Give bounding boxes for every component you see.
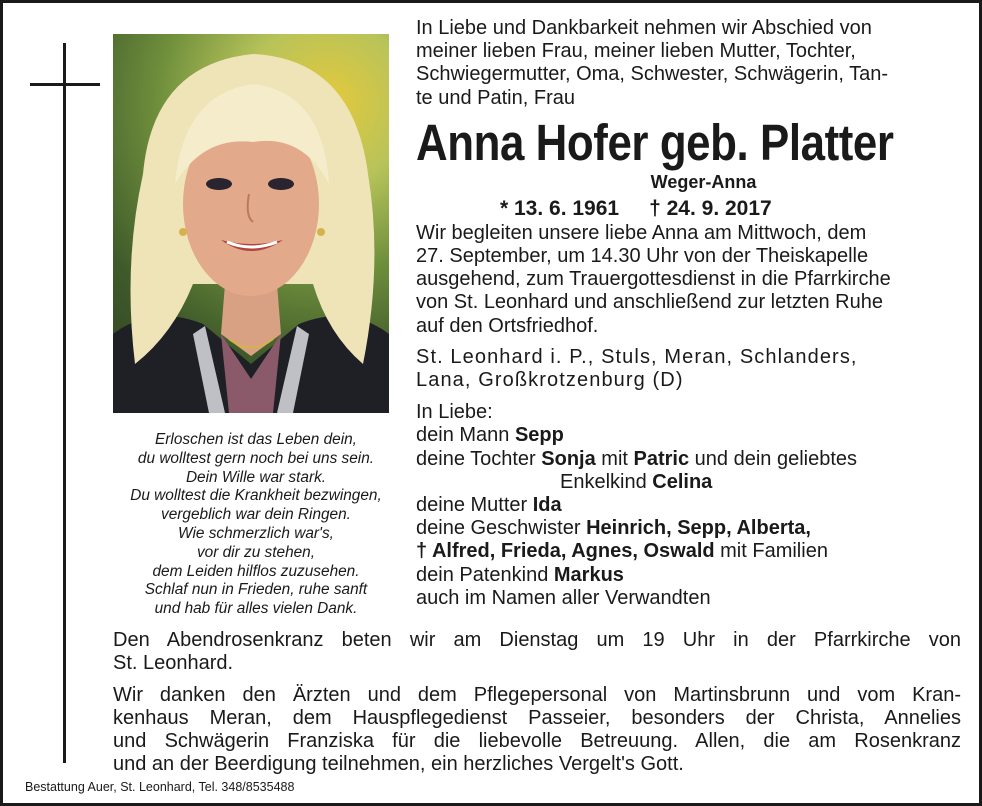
mourner-relation: deine Geschwister	[416, 517, 587, 540]
mourners-list	[416, 401, 961, 610]
thanks-line: kenhaus Meran, dem Hauspflegedienst Passeier, besonders der Christa, Annelies	[113, 707, 961, 729]
thanks-line: Wir danken den Ärzten und dem Pflegepersonal von Martinsbrunn und vom Kran-	[113, 684, 961, 706]
funeral-line: ausgehend, zum Trauergottesdienst in die Pfarrkirche	[416, 268, 891, 291]
thanks-line: und Schwägerin Franziska für die liebevolle Betreuung. Allen, die am Rosenkranz	[113, 730, 961, 752]
places-line: St. Leonhard i. P., Stuls, Meran, Schlanders,	[416, 345, 858, 368]
mourner-connector: mit	[595, 447, 634, 470]
funeral-line: von St. Leonhard und anschließend zur letzten Ruhe	[416, 291, 883, 314]
funeral-line: Wir begleiten unsere liebe Anna am Mittwoch, dem	[416, 221, 867, 244]
poem-line: du wolltest gern noch bei uns sein.	[137, 449, 375, 467]
cross-symbol-horizontal	[30, 83, 100, 86]
notice-footer-text	[113, 629, 961, 785]
mourner-siblings	[416, 517, 961, 540]
mourner-name: Patric	[633, 447, 690, 470]
intro-line: Schwiegermutter, Oma, Schwester, Schwägerin, Tan-	[416, 63, 889, 86]
deceased-nickname: Weger-Anna	[650, 171, 757, 192]
poem	[113, 431, 399, 619]
mourner-relatives: auch im Namen aller Verwandten	[416, 586, 711, 609]
mourner-relation: dein Patenkind	[416, 563, 554, 586]
funeral-line: 27. September, um 14.30 Uhr von der Theiskapelle	[416, 245, 869, 268]
rosary-text	[113, 629, 961, 675]
intro-line: In Liebe und Dankbarkeit nehmen wir Abschied von	[416, 17, 872, 39]
places-line: Lana, Großkrotzenburg (D)	[416, 369, 684, 392]
mourner-relation: deine Mutter	[416, 494, 533, 517]
mourner-name: Heinrich, Sepp, Alberta,	[586, 517, 811, 540]
places-list	[416, 346, 961, 392]
mourner-godchild	[416, 564, 961, 587]
rosary-line: Den Abendrosenkranz beten wir am Dienstag um 19 Uhr in der Pfarrkirche von	[113, 629, 961, 651]
poem-line: Wie schmerzlich war's,	[178, 524, 334, 542]
funeral-text	[416, 222, 961, 338]
mourner-name: Ida	[532, 494, 562, 517]
poem-line: Schlaf nun in Frieden, ruhe sanft	[144, 581, 368, 599]
mourner-mother	[416, 494, 961, 517]
death-date: † 24. 9. 2017	[649, 196, 772, 220]
poem-line: Dein Wille war stark.	[185, 468, 327, 486]
mourner-relation: und dein geliebtes	[689, 447, 858, 470]
funeral-home-contact: Bestattung Auer, St. Leonhard, Tel. 348/8535488	[25, 780, 295, 794]
mourner-name: † Alfred, Frieda, Agnes, Oswald	[416, 540, 715, 563]
intro-text	[416, 17, 961, 110]
life-dates	[416, 196, 961, 222]
mourner-relation: deine Tochter	[416, 447, 542, 470]
mourner-relation: mit Familien	[714, 540, 828, 563]
intro-line: meiner lieben Frau, meiner lieben Mutter, Tochter,	[416, 40, 856, 63]
mourner-grandchild	[416, 471, 961, 494]
rosary-line: St. Leonhard.	[113, 652, 234, 674]
poem-line: Erloschen ist das Leben dein,	[155, 431, 357, 448]
mourner-relation: dein Mann	[416, 424, 515, 447]
thanks-text	[113, 684, 961, 776]
birth-date: * 13. 6. 1961	[500, 196, 620, 220]
mourner-deceased-siblings	[416, 540, 961, 563]
poem-line: vergeblich war dein Ringen.	[161, 506, 351, 524]
mourner-name: Sonja	[541, 447, 596, 470]
poem-line: Du wolltest die Krankheit bezwingen,	[130, 487, 382, 505]
cross-symbol-vertical	[63, 43, 66, 763]
mourner-name: Sepp	[514, 424, 564, 447]
mourner-daughter	[416, 448, 961, 471]
portrait-photo	[113, 34, 389, 413]
funeral-line: auf den Ortsfriedhof.	[416, 314, 599, 337]
notice-text	[416, 17, 961, 610]
intro-line: te und Patin, Frau	[416, 86, 575, 109]
mourner-name: Markus	[553, 563, 624, 586]
mourner-name: Celina	[652, 470, 713, 493]
poem-line: dem Leiden hilflos zuzusehen.	[152, 562, 360, 580]
deceased-name: Anna Hofer geb. Platter	[416, 113, 894, 171]
poem-line: vor dir zu stehen,	[196, 543, 316, 561]
thanks-line: und an der Beerdigung teilnehmen, ein herzliches Vergelt's Gott.	[113, 753, 684, 775]
mourners-heading: In Liebe:	[416, 401, 493, 424]
mourner-relation: Enkelkind	[560, 470, 653, 493]
mourner-husband	[416, 424, 961, 447]
poem-line: und hab für alles vielen Dank.	[154, 600, 358, 618]
